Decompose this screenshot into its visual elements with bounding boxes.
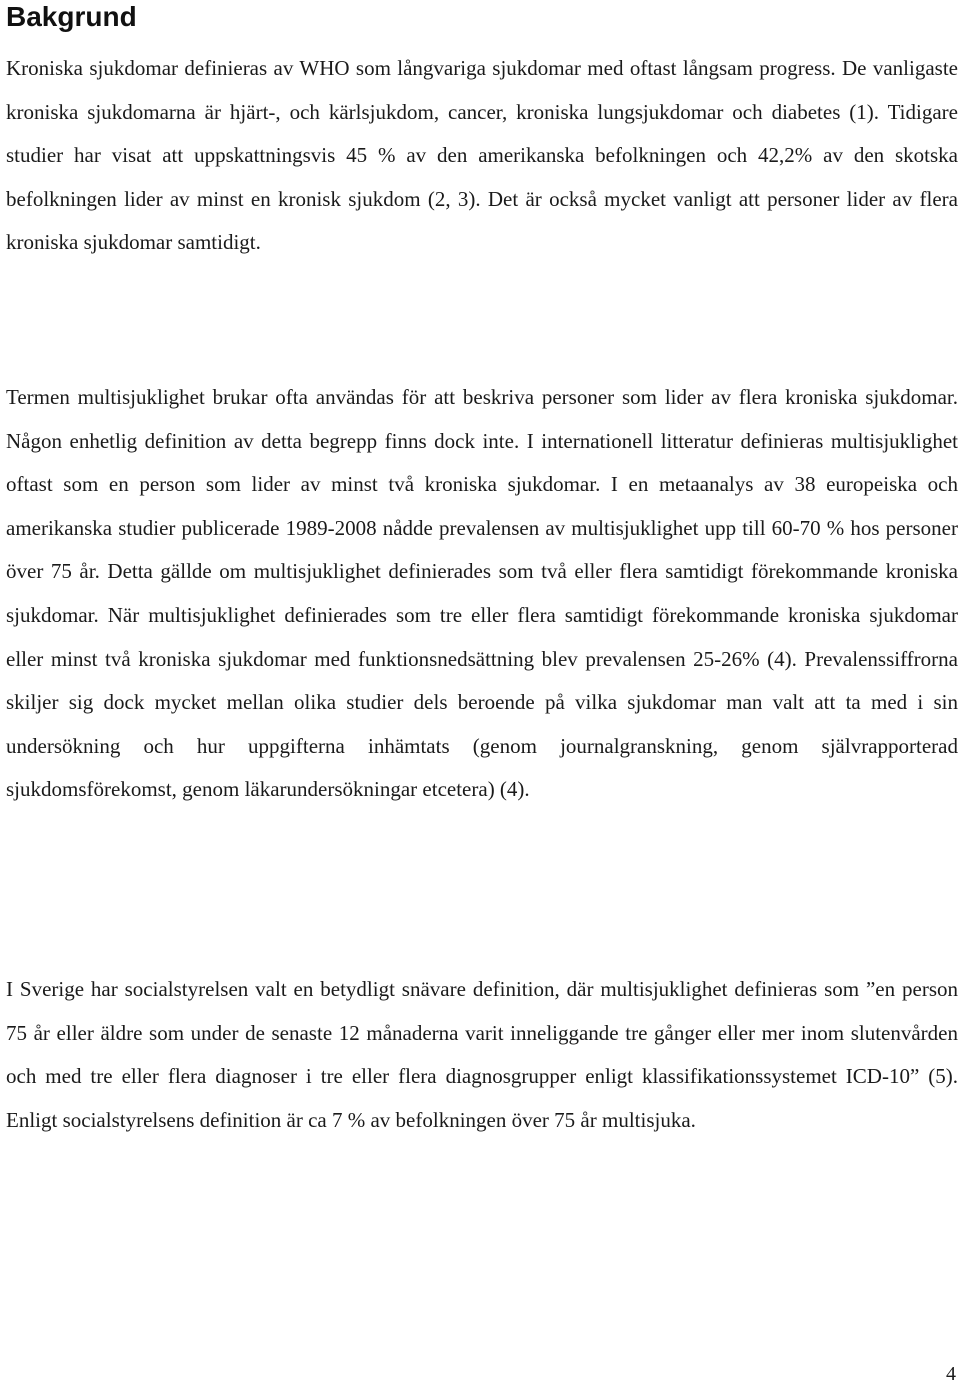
paragraph-chronic-diseases: Kroniska sjukdomar definieras av WHO som långvariga sjukdomar med oftast långsam progress. De vanligaste kroniska sjukdomarna är hjärt-, och kärlsjukdom, cancer, kroniska lungsjukdomar och diabetes (1). Tidigare studier har visat att uppskattningsvis 45 % av den amerikanska befolkningen och 42,2% av den skotska befolkningen lider av minst en kronisk sjukdom (2, 3). Det är också mycket vanligt att personer lider av flera kroniska sjukdomar samtidigt. — [6, 56, 958, 255]
section-heading: Bakgrund — [6, 1, 137, 32]
page-number: 4 — [946, 1363, 956, 1385]
paragraph-multimorbidity-term: Termen multisjuklighet brukar ofta användas för att beskriva personer som lider av flera kroniska sjukdomar. Någon enhetlig definition av detta begrepp finns dock inte. I internationell litteratur definieras multisjuklighet oftast som en person som lider av minst två kroniska sjukdomar. I en metaanalys av 38 europeiska och amerikanska studier publicerade 1989-2008 nådde prevalensen av multisjuklighet upp till 60-70 % hos personer över 75 år. Detta gällde om multisjuklighet definierades som två eller flera samtidigt förekommande kroniska sjukdomar. När multisjuklighet definierades som tre eller flera samtidigt förekommande kroniska sjukdomar eller minst två kroniska sjukdomar med funktionsnedsättning blev prevalensen 25-26% (4). Prevalenssiffrorna skiljer sig dock mycket mellan olika studier dels beroende på vilka sjukdomar man valt att ta med i sin undersökning och hur uppgifterna inhämtats (genom journalgranskning, genom självrapporterad sjukdomsförekomst, genom läkarundersökningar etcetera) (4). — [6, 385, 958, 802]
paragraph-sweden-definition: I Sverige har socialstyrelsen valt en betydligt snävare definition, där multisjuklighet definieras som ”en person 75 år eller äldre som under de senaste 12 månaderna varit inneliggande tre gånger eller mer inom slutenvården och med tre eller flera diagnoser i tre eller flera diagnosgrupper enligt klassifikationssystemet ICD-10” (5). Enligt socialstyrelsens definition är ca 7 % av befolkningen över 75 år multisjuka. — [6, 977, 958, 1132]
